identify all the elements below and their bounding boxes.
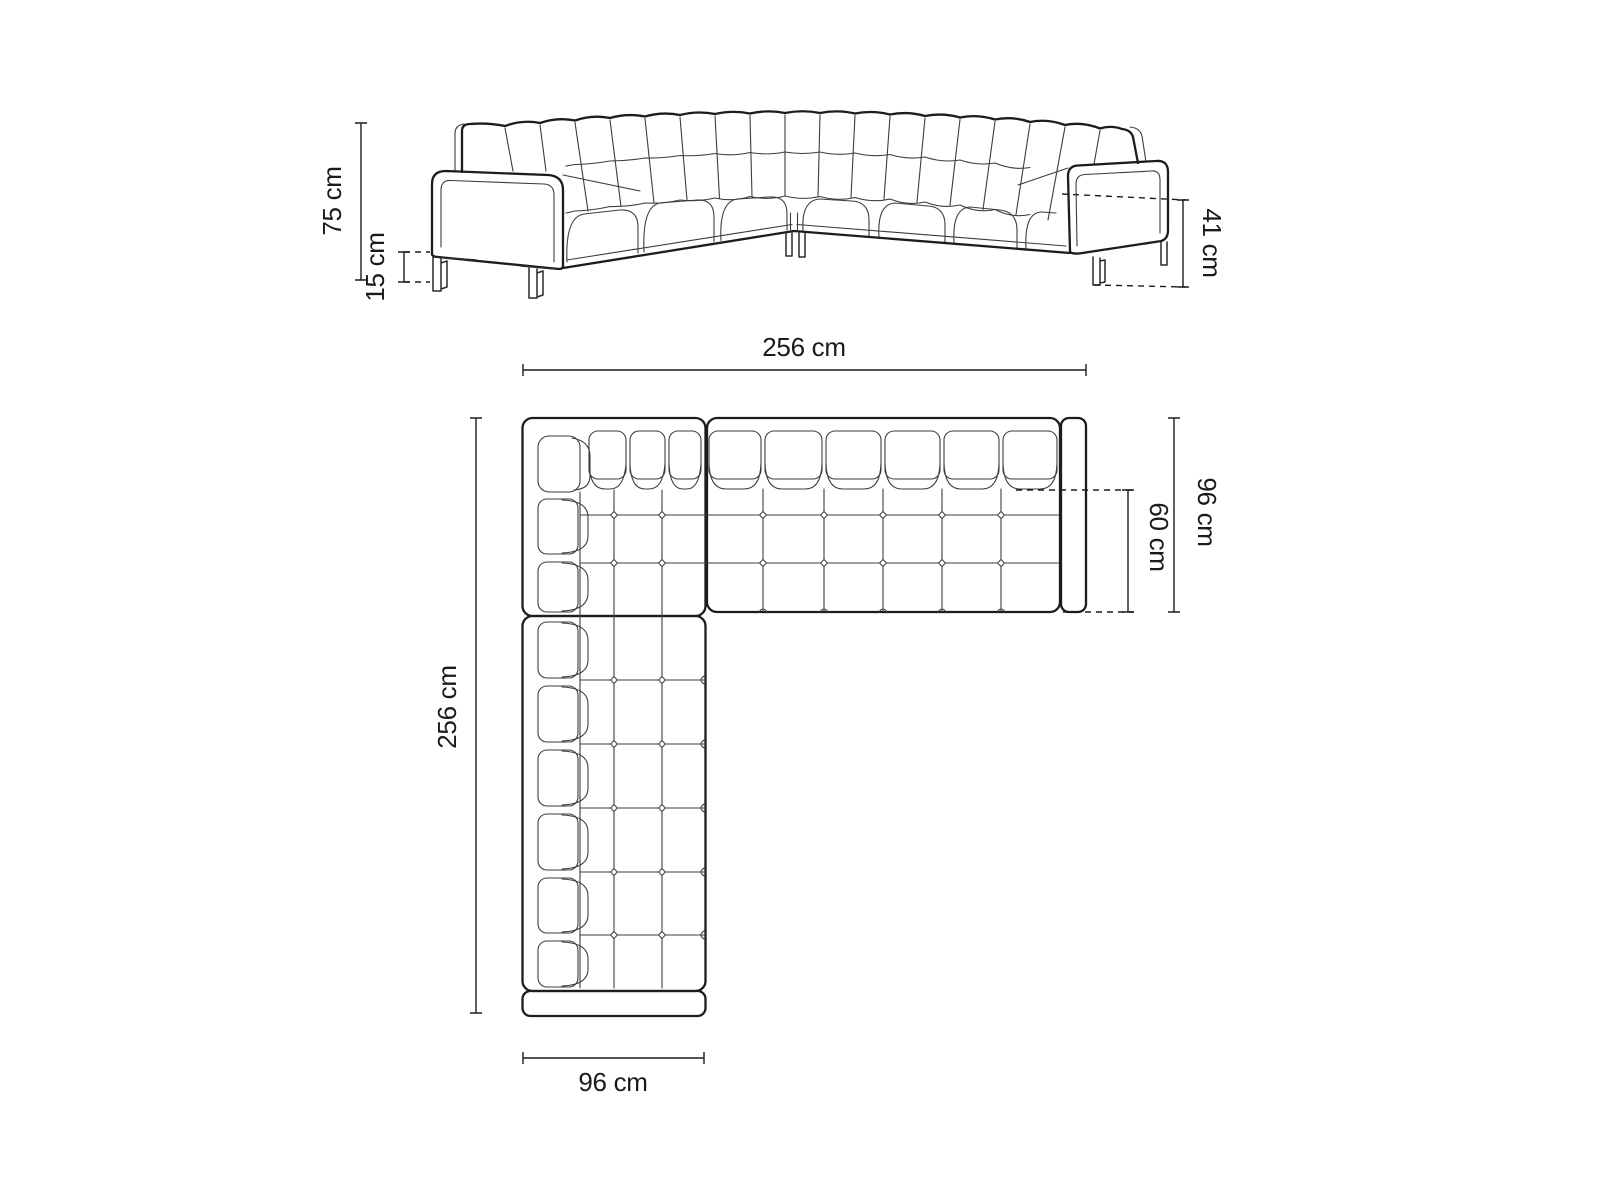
plan-bottom-width-dimension: [523, 1052, 704, 1097]
plan-right-depth-label: 96 cm: [1192, 477, 1222, 547]
right-armrest-inner-line: [1076, 171, 1160, 246]
leg-height-dimension-line: [398, 252, 410, 282]
backrest-outline: [462, 111, 1138, 172]
plan-width-dimension-line: [523, 364, 1086, 376]
plan-width-dimension: [523, 332, 1086, 376]
seat-tufting-grid: [580, 489, 1059, 988]
plan-bottom-width-dimension-line: [523, 1052, 704, 1064]
left-armrest-outline: [432, 171, 563, 269]
arm-height-label: 41 cm: [1197, 208, 1227, 278]
base-rail: [563, 231, 1070, 268]
tufting-buttons: [611, 512, 1005, 939]
plan-right-depth-dimension: [1168, 418, 1222, 612]
backrest-right-shoulder-line: [1130, 127, 1146, 162]
plan-seat-depth-dimension-line: [1122, 490, 1134, 612]
plan-seat-depth-label: 60 cm: [1144, 502, 1174, 572]
plan-seat-depth-dimension: [1016, 490, 1174, 612]
backrest-cushions-top-row: [538, 431, 1057, 492]
right-armrest-top-edge: [1018, 168, 1068, 185]
left-armrest: [432, 171, 640, 269]
right-armrest-plan-outline: [1061, 418, 1086, 612]
seat-cushions-left-wing: [567, 197, 787, 262]
top-plan-view: [432, 332, 1222, 1097]
plan-depth-dimension: [432, 418, 482, 1013]
left-armrest-inner-line: [441, 180, 554, 262]
plan-depth-dimension-line: [470, 418, 482, 1013]
sofa-legs: [433, 233, 1167, 298]
arm-height-dimension: [1062, 194, 1227, 287]
backrest-tufting-row-upper: [566, 152, 1030, 168]
bottom-armrest-plan-outline: [523, 991, 706, 1016]
plan-depth-label: 256 cm: [432, 665, 462, 749]
corner-seam: [791, 213, 798, 231]
front-elevation-view: [317, 111, 1227, 301]
plan-width-label: 256 cm: [762, 332, 846, 362]
right-armrest: [1018, 161, 1168, 254]
front-height-label: 75 cm: [317, 166, 347, 236]
left-armrest-top-edge: [563, 175, 640, 191]
leg-height-label: 15 cm: [360, 232, 390, 302]
plan-bottom-width-label: 96 cm: [578, 1067, 648, 1097]
leg-height-extension-lines: [404, 252, 430, 282]
leg-height-dimension: [360, 232, 430, 301]
cushion-edge-notches: [701, 609, 1005, 939]
arm-height-dimension-line: [1177, 200, 1189, 287]
plan-seat-depth-extension-lines: [1016, 490, 1134, 612]
